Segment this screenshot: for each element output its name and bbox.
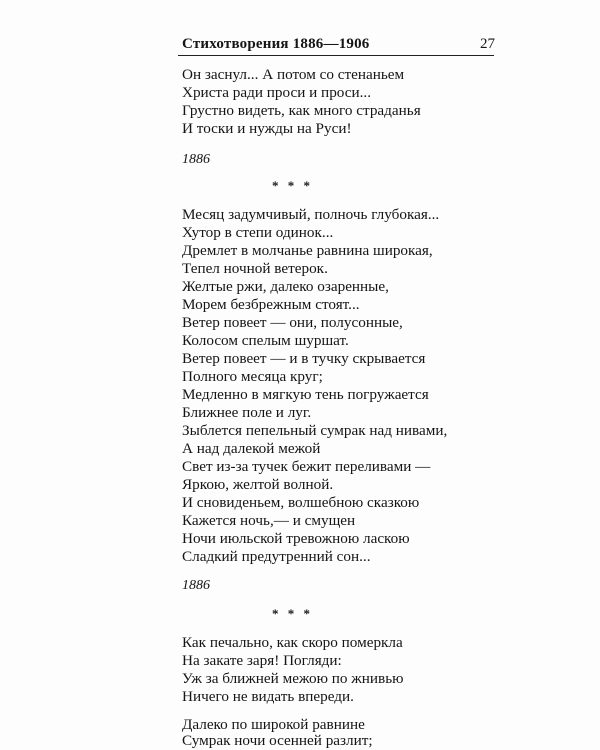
poem-3-line-2: На закате заря! Погляди:	[182, 652, 342, 669]
poem-1-line-2: Христа ради проси и проси...	[182, 84, 372, 101]
poem-2-line-8: Колосом спелым шуршат.	[182, 332, 349, 349]
poem-2-line-2: Хутор в степи одинок...	[182, 224, 334, 241]
section-separator: * * *	[272, 606, 313, 621]
poem-2-line-1: Месяц задумчивый, полночь глубокая...	[182, 206, 440, 223]
poem-2-line-15: Свет из-за тучек бежит переливами —	[182, 458, 431, 475]
poem-2-line-4: Тепел ночной ветерок.	[182, 260, 328, 277]
poem-2-line-13: Зыблется пепельный сумрак над нивами,	[182, 422, 448, 439]
poem-2-line-19: Ночи июльской тревожною ласкою	[182, 530, 410, 547]
poem-2-line-7: Ветер повеет — они, полусонные,	[182, 314, 403, 331]
poem-2-line-16: Яркою, желтой волной.	[182, 476, 334, 493]
poem-2-line-20: Сладкий предутренний сон...	[182, 548, 371, 565]
page-number: 27	[480, 36, 495, 52]
running-head-title: Стихотворения 1886—1906	[182, 36, 370, 52]
poem-2-line-9: Ветер повеет — и в тучку скрывается	[182, 350, 426, 367]
poem-3-line-1: Как печально, как скоро померкла	[182, 634, 403, 651]
poem-1-date: 1886	[182, 152, 210, 167]
poem-2-line-11: Медленно в мягкую тень погружается	[182, 386, 429, 403]
poem-3-line-5: Далеко по широкой равнине	[182, 716, 365, 733]
poem-2-date: 1886	[182, 578, 210, 593]
poem-2-line-14: А над далекой межой	[182, 440, 321, 457]
poem-3-line-6: Сумрак ночи осенней разлит;	[182, 732, 373, 749]
poem-2-line-3: Дремлет в молчанье равнина широкая,	[182, 242, 433, 259]
poem-2-line-10: Полного месяца круг;	[182, 368, 323, 385]
poem-2-line-5: Желтые ржи, далеко озаренные,	[182, 278, 389, 295]
poem-2-line-12: Ближнее поле и луг.	[182, 404, 312, 421]
poem-1-line-1: Он заснул... А потом со стенаньем	[182, 66, 405, 83]
poem-2-line-17: И сновиденьем, волшебною сказкою	[182, 494, 420, 511]
section-separator: * * *	[272, 178, 313, 193]
poem-3-line-3: Уж за ближней межою по жнивью	[182, 670, 404, 687]
poem-2-line-6: Морем безбрежным стоят...	[182, 296, 360, 313]
poem-2-line-18: Кажется ночь,— и смущен	[182, 512, 356, 529]
running-head	[146, 36, 495, 60]
header-rule	[178, 55, 494, 56]
poem-3-line-4: Ничего не видать впереди.	[182, 688, 354, 705]
poem-1-line-4: И тоски и нужды на Руси!	[182, 120, 352, 137]
poem-1-line-3: Грустно видеть, как много страданья	[182, 102, 421, 119]
